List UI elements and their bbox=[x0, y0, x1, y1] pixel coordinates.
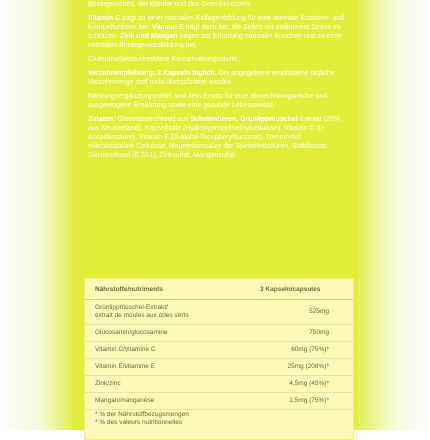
text-run-bold: Vitamin C bbox=[88, 15, 121, 22]
nutrition-table bbox=[84, 278, 354, 440]
footnote-fr: * % des valeurs nutritionnelles bbox=[95, 419, 183, 426]
background-left bbox=[0, 0, 72, 430]
nutrient-value: 4,5mg (45%)* bbox=[289, 380, 329, 387]
text-run-bold: Vitamin E bbox=[149, 24, 184, 31]
text-run: trägt dazu bei, die Zellen vor oxidativem Stress zu schützen. bbox=[88, 24, 341, 40]
header-capsules: 3 Kapseln/capsules bbox=[260, 286, 321, 293]
text-run: Die angegebene empfohlene tägliche Verzehrmenge darf nicht überschritten werden. bbox=[88, 70, 335, 86]
text-run: Glutenfrei/laktosefrei/ohne Konservierungsstoffe bbox=[88, 56, 238, 63]
table-footnote bbox=[95, 411, 189, 427]
table-row bbox=[85, 376, 353, 393]
paragraph-vitamins bbox=[88, 14, 350, 50]
nutrient-name: Vitamin C/vitamine C bbox=[95, 346, 156, 353]
paragraph-ingredients bbox=[88, 115, 350, 160]
background-right bbox=[358, 0, 430, 430]
table-row bbox=[85, 359, 353, 376]
text-run-bold: Zink und Mangan bbox=[117, 33, 178, 40]
nutrient-value: 60mg (75%)* bbox=[291, 346, 329, 353]
nutrient-name: Vitamin E/vitamine E bbox=[95, 363, 155, 370]
nutrient-value: 25mg (208%)* bbox=[287, 363, 329, 370]
nutrient-name: Glucosamin/glucosamine bbox=[95, 329, 168, 336]
text-run: tragen zur Erhaltung normaler Knochen und zu einer normalen Bindegewebsbildung bei. bbox=[88, 33, 343, 49]
paragraph-cartilage bbox=[88, 0, 350, 9]
nutrient-name bbox=[95, 304, 189, 320]
text-run: Glucosaminchlorid aus bbox=[115, 116, 191, 123]
text-run-bold: Schalentieren, Grünlippmuschel bbox=[190, 116, 298, 123]
text-run: Bindegewebes, der Bänder und des Gelenkknorpels. bbox=[88, 1, 252, 8]
label-text bbox=[88, 0, 350, 165]
paragraph-dosage bbox=[88, 69, 350, 87]
paragraph-allergens bbox=[88, 55, 350, 64]
table-row bbox=[85, 342, 353, 359]
nutrient-name-line2: extrait de moules aux orles verts bbox=[95, 312, 189, 319]
nutrient-value: 525mg bbox=[309, 308, 329, 315]
text-run: trägt zu einer normalen Kollagenbildung für eine normale Knochen- und Knorpelfunktion bei. bbox=[88, 15, 344, 31]
paragraph-disclaimer bbox=[88, 92, 350, 110]
nutrient-name: Zink/zinc bbox=[95, 380, 121, 387]
text-run: Nahrungsergänzungsmittel sind kein Ersatz für eine abwechslungsreiche und ausgewogene Ernährung sowie eine gesunde Lebensweise. bbox=[88, 93, 328, 109]
text-run-bold: Zutaten: bbox=[88, 116, 116, 123]
text-run-bold: Verzehrempfehlung: 3 Kapseln täglich. bbox=[88, 70, 217, 77]
table-row bbox=[85, 300, 353, 325]
nutrient-value: 1,5mg (75%)* bbox=[289, 397, 329, 404]
header-nutrients: Nährstoffe/nutriments bbox=[95, 286, 163, 293]
nutrient-value: 750mg bbox=[309, 329, 329, 336]
table-row bbox=[85, 393, 353, 410]
table-header bbox=[85, 279, 353, 300]
text-run: -Extrakt (26% aus Neuseeland), Kapselhülle (Hydroxypropylmethylcellulose), Vitamin C (L-Ascorbinsäure), Vitamin E (D-alpha-Tocopherylsuccinat), Trennmittel: mikrokristalline Cellulose, Magnesiumsalze der Speisefettsäuren, Stabilisator: Siliciumdioxid (E 551), Zinksulfat, Mangansulfat. bbox=[88, 116, 341, 159]
footnote-de: * % der Nährstoffbezugsmengen bbox=[95, 411, 189, 418]
nutrient-name-line1: Grünlippmuschel-Extrakt/ bbox=[95, 304, 168, 311]
table-row bbox=[85, 325, 353, 342]
nutrient-name: Mangan/manganèse bbox=[95, 397, 155, 404]
